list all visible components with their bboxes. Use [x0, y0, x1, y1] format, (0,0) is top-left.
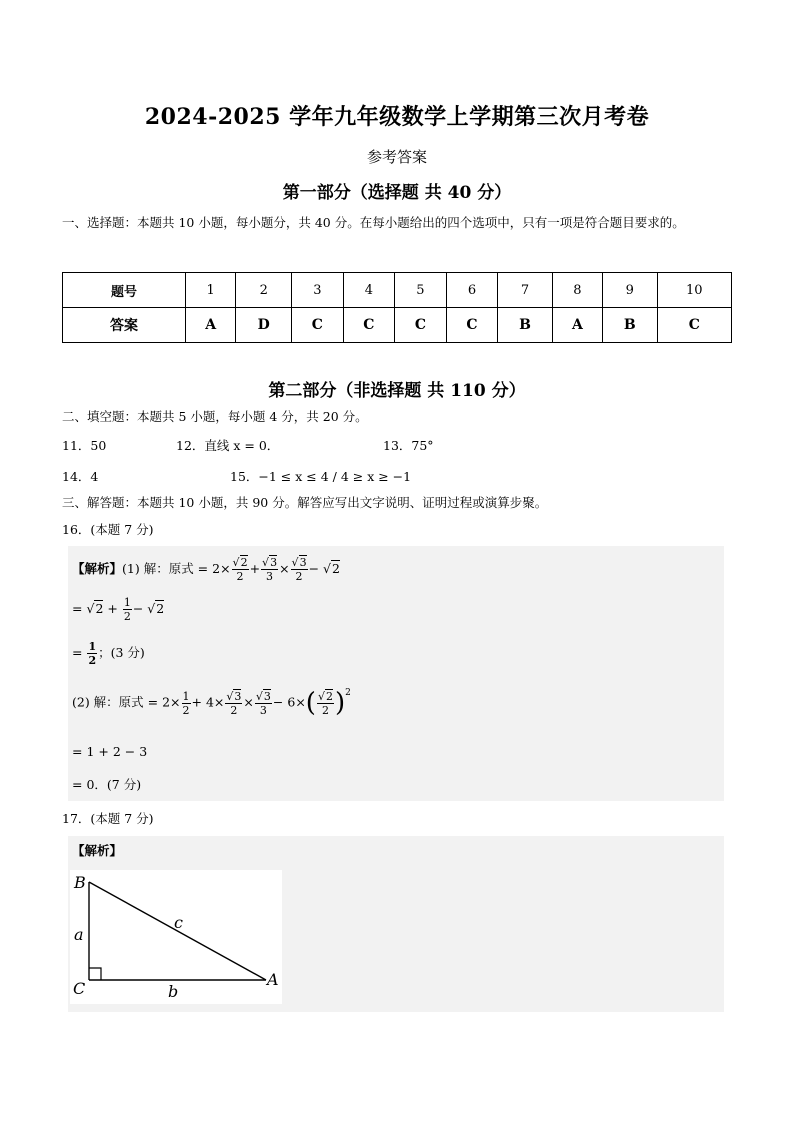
jiexi-label: 【解析】 — [72, 843, 123, 858]
table-cell: 7 — [498, 273, 552, 308]
table-cell: B — [603, 308, 657, 343]
right-angle-mark — [89, 968, 101, 980]
equals-sign: = — [72, 601, 83, 616]
label-a: a — [74, 925, 84, 944]
table-cell: 8 — [552, 273, 602, 308]
fraction: $\frac{√3}{2}$ — [291, 556, 307, 583]
fraction: $\frac{√3}{3}$ — [262, 556, 278, 583]
q16-line2: = √2 + $\frac{1}{2}$ − √2 — [72, 596, 165, 623]
label-b: b — [168, 982, 179, 1001]
q16-part1-prefix: (1) 解：原式 = 2× — [122, 561, 231, 576]
vertex-B: B — [74, 873, 86, 892]
fraction: $\frac{1}{2}$ — [182, 689, 190, 717]
table-cell: 5 — [395, 273, 447, 308]
row-label-number: 题号 — [63, 273, 186, 308]
table-cell: C — [343, 308, 395, 343]
solve-intro: 三、解答题：本题共 10 小题，共 90 分。解答应写出文字说明、证明过程或演算步聚。 — [62, 495, 548, 510]
q16-part2-prefix: (2) 解：原式 = 2× — [72, 694, 181, 710]
q16-line4: (2) 解：原式 = 2× $\frac{1}{2}$ + 4× $\frac{√3}{2}$ × $\frac{√3}{3}$ − 6×( $\frac{√2}{2}$ )$^2$ — [72, 688, 351, 718]
table-row — [63, 308, 732, 343]
part1-heading: 第一部分（选择题 共 40 分） — [282, 183, 512, 203]
row-label-answer: 答案 — [63, 308, 186, 343]
answer-table — [62, 272, 732, 343]
fraction: $\frac{√3}{3}$ — [255, 689, 271, 717]
triangle-figure — [70, 870, 282, 1004]
answer-14: 14．4 — [62, 469, 99, 484]
q17-heading: 17．(本题 7 分) — [62, 811, 154, 826]
q16-line1: 【解析】(1) 解：原式 = 2× $\frac{√2}{2}$ + $\frac{√3}{3}$ × $\frac{√3}{2}$ − √2 — [72, 556, 340, 583]
fraction: $\frac{1}{2}$ — [88, 640, 97, 667]
vertex-C: C — [73, 979, 86, 998]
table-cell: C — [292, 308, 344, 343]
table-cell: 1 — [185, 273, 235, 308]
table-cell: 4 — [343, 273, 395, 308]
table-cell: 3 — [292, 273, 344, 308]
table-cell: C — [657, 308, 731, 343]
answer-11: 11．50 — [62, 438, 107, 453]
table-cell: C — [395, 308, 447, 343]
q16-solution-block — [68, 546, 724, 801]
fraction: $\frac{1}{2}$ — [123, 596, 131, 623]
fraction: $\frac{√2}{2}$ — [317, 689, 333, 717]
q16-line5: = 1 + 2 − 3 — [72, 744, 148, 759]
label-c: c — [174, 913, 183, 932]
vertex-A: A — [267, 970, 279, 989]
table-row — [63, 273, 732, 308]
fill-intro: 二、填空题：本题共 5 小题，每小题 4 分，共 20 分。 — [62, 409, 368, 424]
equals-sign: = — [72, 645, 83, 660]
answer-12: 12．直线 x = 0． — [176, 438, 280, 453]
q16-line6: = 0．(7 分) — [72, 777, 142, 792]
table-cell: 6 — [446, 273, 498, 308]
page-subtitle: 参考答案 — [366, 148, 427, 166]
table-cell: C — [446, 308, 498, 343]
table-cell: B — [498, 308, 552, 343]
table-cell: D — [236, 308, 292, 343]
q16-line3 — [72, 640, 145, 667]
answer-15: 15．−1 ≤ x ≤ 4 / 4 ≥ x ≥ −1 — [230, 469, 412, 484]
table-cell: 2 — [236, 273, 292, 308]
table-cell: 9 — [603, 273, 657, 308]
q16-heading: 16．(本题 7 分) — [62, 522, 154, 537]
answer-13: 13．75° — [383, 438, 434, 453]
score-note: ；(3 分) — [98, 645, 145, 660]
fraction: $\frac{√2}{2}$ — [232, 556, 248, 583]
page-title: 2024-2025 学年九年级数学上学期第三次月考卷 — [144, 104, 650, 130]
table-cell: A — [185, 308, 235, 343]
fraction: $\frac{√3}{2}$ — [226, 689, 242, 717]
jiexi-label: 【解析】 — [72, 561, 123, 576]
table-cell: A — [552, 308, 602, 343]
triangle-svg — [70, 870, 282, 1004]
part2-heading: 第二部分（非选择题 共 110 分） — [268, 381, 526, 401]
part1-intro: 一、选择题：本题共 10 小题，每小题分，共 40 分。在每小题给出的四个选项中，只有一项是符合题目要求的。 — [62, 215, 685, 230]
table-cell: 10 — [657, 273, 731, 308]
